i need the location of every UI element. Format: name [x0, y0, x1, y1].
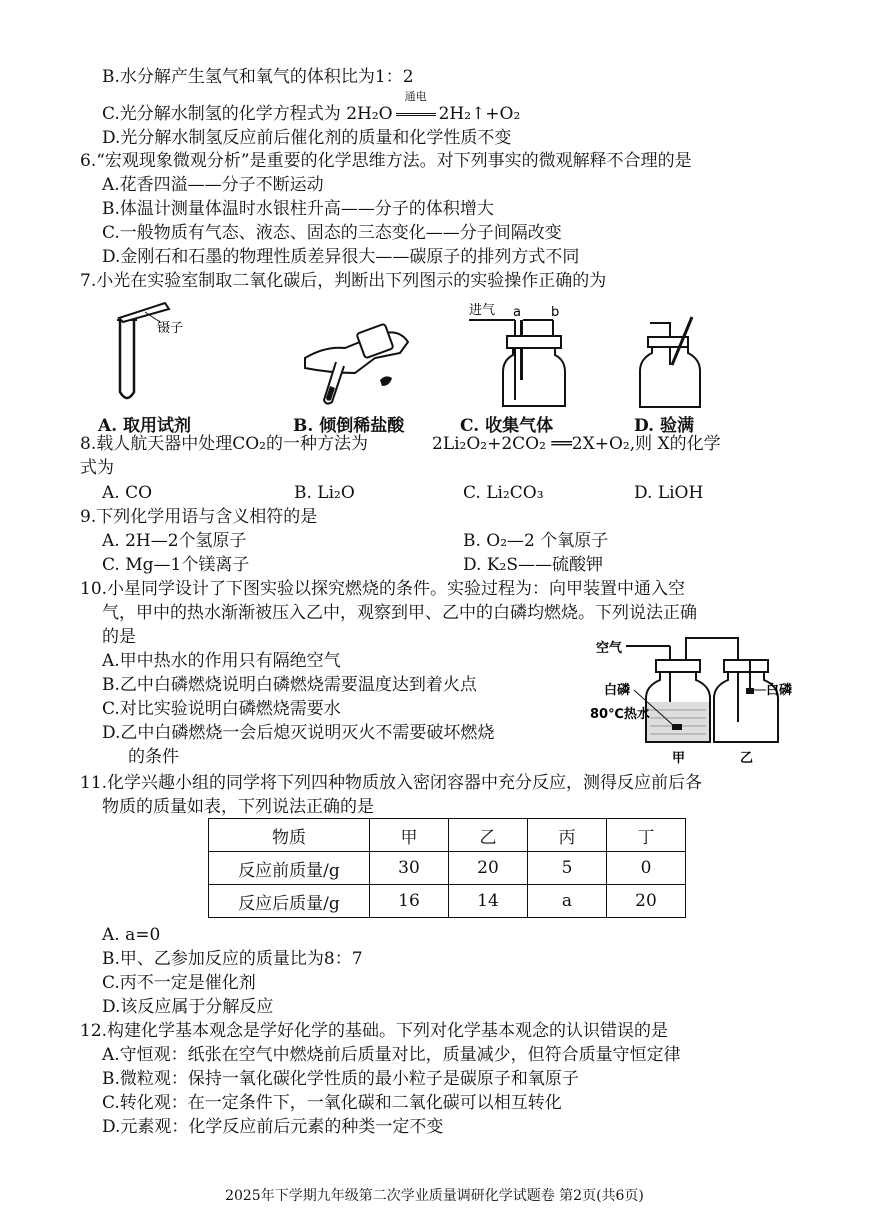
q6-option-c: C.一般物质有气态、液态、固态的三态变化——分子间隔改变	[102, 223, 562, 243]
table-cell: 反应后质量/g	[209, 885, 370, 918]
q12-stem: 12.构建化学基本观念是学好化学的基础。下列对化学基本观念的认识错误的是	[80, 1021, 669, 1041]
q9-option-d: D. K₂S——硫酸钾	[463, 555, 603, 575]
table-header-cell: 甲	[370, 819, 449, 852]
figure-d-bottle-full-check	[630, 315, 710, 410]
q8-stem-2: 式为	[80, 458, 114, 478]
table-cell: 反应前质量/g	[209, 852, 370, 885]
q12-option-a: A.守恒观：纸张在空气中燃烧前后质量对比，质量减少，但符合质量守恒定律	[102, 1045, 681, 1065]
q10-stem-3: 的是	[102, 627, 136, 647]
q10-stem-1: 10.小星同学设计了下图实验以探究燃烧的条件。实验过程为：向甲装置中通入空	[80, 579, 686, 599]
q5-option-c-text: C.光分解水制氢的化学方程式为 2H₂O	[102, 104, 393, 124]
table-cell: 0	[607, 852, 686, 885]
table-header-row	[209, 819, 686, 852]
q11-option-c: C.丙不一定是催化剂	[102, 973, 256, 993]
table-header-cell: 物质	[209, 819, 370, 852]
figure-combustion-apparatus	[590, 632, 840, 767]
caption-c: C. 收集气体	[460, 416, 554, 436]
q10-option-b: B.乙中白磷燃烧说明白磷燃烧需要温度达到着火点	[102, 675, 477, 695]
q8-option-a: A. CO	[102, 483, 153, 503]
q10-stem-2: 气，甲中的热水渐渐被压入乙中，观察到甲、乙中的白磷均燃烧。下列说法正确	[102, 603, 697, 623]
label-b: b	[551, 305, 560, 320]
q8-option-d: D. LiOH	[634, 483, 704, 503]
q9-stem: 9.下列化学用语与含义相符的是	[80, 507, 318, 527]
table-header-cell: 丙	[528, 819, 607, 852]
label-hot-water: 80℃热水	[590, 707, 650, 722]
q11-stem-1: 11.化学兴趣小组的同学将下列四种物质放入密闭容器中充分反应，测得反应前后各	[80, 773, 703, 793]
caption-d: D. 验满	[634, 416, 694, 436]
label-white-phosphorus-2: 白磷	[766, 683, 793, 698]
q8-equation: 2Li₂O₂+2CO₂ ══2X+O₂,则 X的化学	[432, 434, 721, 454]
table-header-cell: 乙	[449, 819, 528, 852]
q5-products: 2H₂↑+O₂	[438, 104, 521, 124]
table-cell: 16	[370, 885, 449, 918]
table-header-cell: 丁	[607, 819, 686, 852]
table-cell: 14	[449, 885, 528, 918]
q10-option-d: D.乙中白磷燃烧一会后熄灭说明灭火不需要破坏燃烧	[102, 723, 495, 743]
label-gas-in: 进气	[469, 303, 496, 318]
q10-option-d-cont: 的条件	[128, 747, 179, 767]
table-row	[209, 852, 686, 885]
q11-option-d: D.该反应属于分解反应	[102, 997, 274, 1017]
label-yi: 乙	[740, 751, 754, 766]
q9-option-c: C. Mg—1个镁离子	[102, 555, 250, 575]
q6-option-b: B.体温计测量体温时水银柱升高——分子的体积增大	[102, 199, 494, 219]
q8-option-c: C. Li₂CO₃	[463, 483, 544, 503]
q6-stem: 6.“宏观现象微观分析”是重要的化学思维方法。对下列事实的微观解释不合理的是	[80, 151, 692, 171]
q5-reaction-condition: 通电	[404, 90, 427, 103]
q6-option-a: A.花香四溢——分子不断运动	[102, 175, 324, 195]
caption-a: A. 取用试剂	[98, 416, 192, 436]
q10-option-a: A.甲中热水的作用只有隔绝空气	[102, 651, 341, 671]
figure-c-gas-bottle	[465, 300, 575, 410]
table-cell: a	[528, 885, 607, 918]
q5-option-d: D.光分解水制氢反应前后催化剂的质量和化学性质不变	[102, 128, 512, 148]
figure-a-test-tube	[105, 300, 200, 410]
table-cell: 20	[607, 885, 686, 918]
q12-option-d: D.元素观：化学反应前后元素的种类一定不变	[102, 1117, 444, 1137]
figure-b-pouring	[300, 318, 415, 408]
label-white-phosphorus-1: 白磷	[604, 683, 631, 698]
q10-option-c: C.对比实验说明白磷燃烧需要水	[102, 699, 341, 719]
table-cell: 20	[449, 852, 528, 885]
q12-option-b: B.微粒观：保持一氧化碳化学性质的最小粒子是碳原子和氧原子	[102, 1069, 579, 1089]
label-jia: 甲	[672, 751, 686, 766]
q9-option-a: A. 2H—2个氢原子	[102, 531, 247, 551]
mass-table	[208, 818, 686, 918]
q11-stem-2: 物质的质量如表，下列说法正确的是	[102, 797, 374, 817]
label-a: a	[513, 305, 521, 320]
table-cell: 5	[528, 852, 607, 885]
table-row	[209, 885, 686, 918]
caption-b: B. 倾倒稀盐酸	[293, 416, 405, 436]
label-tweezers: 镊子	[157, 321, 184, 336]
q12-option-c: C.转化观：在一定条件下，一氧化碳和二氧化碳可以相互转化	[102, 1093, 562, 1113]
table-cell: 30	[370, 852, 449, 885]
q5-option-c	[102, 90, 521, 125]
q11-option-a: A. a=0	[102, 925, 161, 945]
page-footer: 2025年下学期九年级第二次学业质量调研化学试题卷 第2页(共6页)	[225, 1188, 644, 1204]
q5-option-b: B.水分解产生氢气和氧气的体积比为1：2	[102, 67, 414, 87]
q8-stem: 8.载人航天器中处理CO₂的一种方法为	[80, 434, 368, 454]
q8-option-b: B. Li₂O	[294, 483, 355, 503]
q7-stem: 7.小光在实验室制取二氧化碳后，判断出下列图示的实验操作正确的为	[80, 271, 607, 291]
q11-option-b: B.甲、乙参加反应的质量比为8：7	[102, 949, 363, 969]
q6-option-d: D.金刚石和石墨的物理性质差异很大——碳原子的排列方式不同	[102, 247, 580, 267]
q9-option-b: B. O₂—2 个氧原子	[463, 531, 609, 551]
label-air: 空气	[596, 641, 623, 656]
